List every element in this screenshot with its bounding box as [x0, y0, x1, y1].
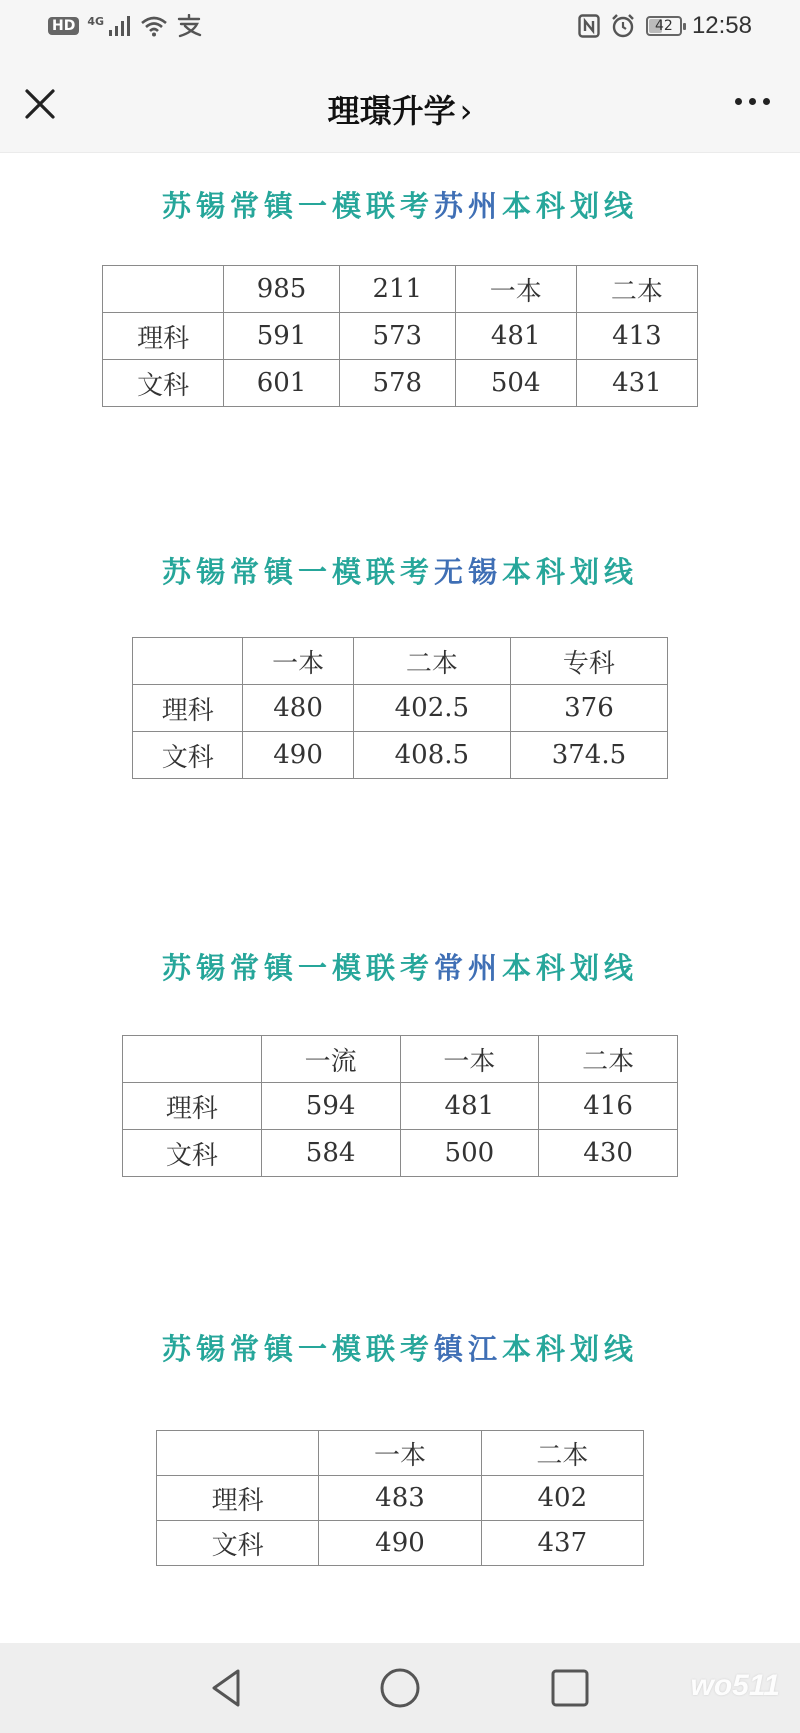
back-icon[interactable] — [206, 1666, 250, 1710]
title-prefix: 苏锡常镇一模联考 — [161, 1332, 434, 1366]
table-cell: 402 — [481, 1476, 643, 1521]
section-title — [0, 1327, 800, 1368]
table-header-row — [133, 638, 668, 685]
table-cell: 文科 — [157, 1521, 319, 1566]
score-table — [102, 265, 698, 407]
table-cell: 591 — [224, 313, 340, 360]
title-suffix: 本科划线 — [502, 189, 639, 223]
table-cell: 480 — [243, 685, 353, 732]
table-cell: 408.5 — [353, 732, 510, 779]
table-cell: 二本 — [481, 1431, 643, 1476]
table-cell: 483 — [319, 1476, 481, 1521]
table-header-row — [103, 266, 698, 313]
table-cell: 376 — [510, 685, 667, 732]
table-cell: 490 — [243, 732, 353, 779]
table-cell: 一流 — [261, 1036, 400, 1083]
hd-badge: HD — [48, 17, 79, 35]
table-header-row — [123, 1036, 678, 1083]
table-cell: 490 — [319, 1521, 481, 1566]
table-cell: 文科 — [133, 732, 243, 779]
table-cell: 二本 — [576, 266, 697, 313]
table-row — [103, 360, 698, 407]
table-cell: 一本 — [319, 1431, 481, 1476]
table-cell: 481 — [400, 1083, 539, 1130]
table-cell: 573 — [339, 313, 455, 360]
title-city: 苏州 — [433, 189, 502, 223]
table-cell: 584 — [261, 1130, 400, 1177]
table-cell — [103, 266, 224, 313]
table-cell: 理科 — [123, 1083, 262, 1130]
title-city: 镇江 — [433, 1332, 502, 1366]
table-row — [157, 1521, 644, 1566]
title-city: 无锡 — [433, 555, 502, 589]
table-cell: 601 — [224, 360, 340, 407]
table-cell: 500 — [400, 1130, 539, 1177]
table-cell: 理科 — [133, 685, 243, 732]
table-cell: 一本 — [455, 266, 576, 313]
network-type: 4G — [87, 14, 105, 28]
status-left — [48, 14, 202, 38]
title-suffix: 本科划线 — [502, 951, 639, 985]
table-cell: 416 — [539, 1083, 678, 1130]
table-row — [157, 1476, 644, 1521]
table-cell: 二本 — [353, 638, 510, 685]
table-cell: 理科 — [103, 313, 224, 360]
section-title — [0, 550, 800, 591]
table-cell: 504 — [455, 360, 576, 407]
table-cell: 文科 — [123, 1130, 262, 1177]
recents-icon[interactable] — [548, 1666, 592, 1710]
table-cell — [133, 638, 243, 685]
score-table — [156, 1430, 644, 1566]
title-prefix: 苏锡常镇一模联考 — [161, 951, 434, 985]
clock: 12:58 — [691, 12, 752, 39]
account-title[interactable] — [0, 86, 800, 132]
table-cell — [123, 1036, 262, 1083]
score-table — [122, 1035, 678, 1177]
title-prefix: 苏锡常镇一模联考 — [161, 555, 434, 589]
table-cell: 431 — [576, 360, 697, 407]
alarm-icon — [610, 13, 636, 39]
wifi-icon — [140, 15, 168, 37]
alipay-icon — [176, 14, 202, 38]
table-cell: 481 — [455, 313, 576, 360]
score-table — [132, 637, 668, 779]
table-row — [123, 1130, 678, 1177]
table-cell: 430 — [539, 1130, 678, 1177]
title-suffix: 本科划线 — [502, 555, 639, 589]
more-icon[interactable] — [735, 98, 770, 105]
table-cell: 理科 — [157, 1476, 319, 1521]
nav-bar — [0, 56, 800, 153]
table-cell: 一本 — [243, 638, 353, 685]
section-wuxi — [0, 550, 800, 779]
table-cell: 985 — [224, 266, 340, 313]
table-cell: 594 — [261, 1083, 400, 1130]
table-row — [123, 1083, 678, 1130]
account-name: 理璟升学 — [327, 92, 456, 130]
title-prefix: 苏锡常镇一模联考 — [161, 189, 434, 223]
table-cell: 一本 — [400, 1036, 539, 1083]
table-cell: 专科 — [510, 638, 667, 685]
title-city: 常州 — [433, 951, 502, 985]
table-cell: 374.5 — [510, 732, 667, 779]
title-suffix: 本科划线 — [502, 1332, 639, 1366]
table-cell: 402.5 — [353, 685, 510, 732]
section-suzhou — [0, 184, 800, 407]
signal-icon — [108, 15, 132, 37]
table-header-row — [157, 1431, 644, 1476]
table-cell: 578 — [339, 360, 455, 407]
table-cell: 437 — [481, 1521, 643, 1566]
section-title — [0, 946, 800, 987]
section-title — [0, 184, 800, 225]
table-cell: 文科 — [103, 360, 224, 407]
system-nav-bar — [0, 1643, 800, 1733]
nfc-icon — [578, 14, 600, 38]
section-zhenjiang — [0, 1327, 800, 1566]
table-cell — [157, 1431, 319, 1476]
battery-indicator — [646, 16, 682, 36]
table-row — [133, 685, 668, 732]
table-row — [133, 732, 668, 779]
section-changzhou — [0, 946, 800, 1177]
chevron-right-icon: › — [459, 92, 473, 130]
table-cell: 二本 — [539, 1036, 678, 1083]
table-cell: 413 — [576, 313, 697, 360]
table-row — [103, 313, 698, 360]
home-icon[interactable] — [378, 1666, 422, 1710]
status-bar — [0, 0, 800, 56]
battery-level: 42 — [655, 18, 673, 34]
table-cell: 211 — [339, 266, 455, 313]
status-right — [578, 12, 752, 40]
watermark-logo: wo511 — [690, 1669, 780, 1702]
